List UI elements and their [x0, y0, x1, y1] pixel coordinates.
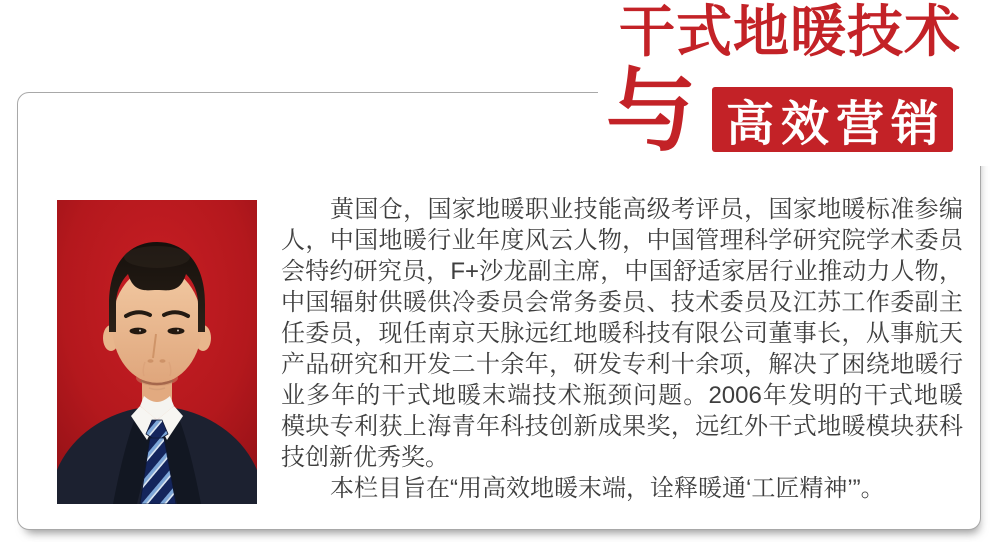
bio-line: 业多年的干式地暖末端技术瓶颈问题。2006年发明的干式地暖 — [281, 382, 963, 409]
portrait-photo — [57, 200, 257, 504]
masthead-title-connector: 与 — [606, 58, 696, 164]
masthead-title-line1: 干式地暖技术 — [619, 0, 961, 65]
masthead — [598, 0, 1000, 166]
bio-line: 模块专利获上海青年科技创新成果奖，远红外干式地暖模块获科 — [281, 413, 963, 440]
bio-line: 会特约研究员，F+沙龙副主席，中国舒适家居行业推动力人物， — [281, 258, 963, 285]
bio-line: 黄国仓，国家地暖职业技能高级考评员，国家地暖标准参编 — [330, 196, 963, 223]
masthead-title-boxed: 高效营销 — [712, 87, 953, 152]
bio-line: 技创新优秀奖。 — [281, 444, 449, 471]
bio-line: 人，中国地暖行业年度风云人物，中国管理科学研究院学术委员 — [281, 227, 963, 254]
bio-line: 中国辐射供暖供冷委员会常务委员、技术委员及江苏工作委副主 — [281, 289, 963, 316]
portrait-photo-image — [57, 200, 257, 504]
bio-line: 任委员，现任南京天脉远红地暖科技有限公司董事长，从事航天 — [281, 320, 963, 347]
bio-text — [281, 194, 963, 504]
bio-line-tagline: 本栏目旨在“用高效地暖末端，诠释暖通‘工匠精神’”。 — [330, 475, 885, 502]
bio-line: 产品研究和开发二十余年，研发专利十余项，解决了困绕地暖行 — [281, 351, 963, 378]
